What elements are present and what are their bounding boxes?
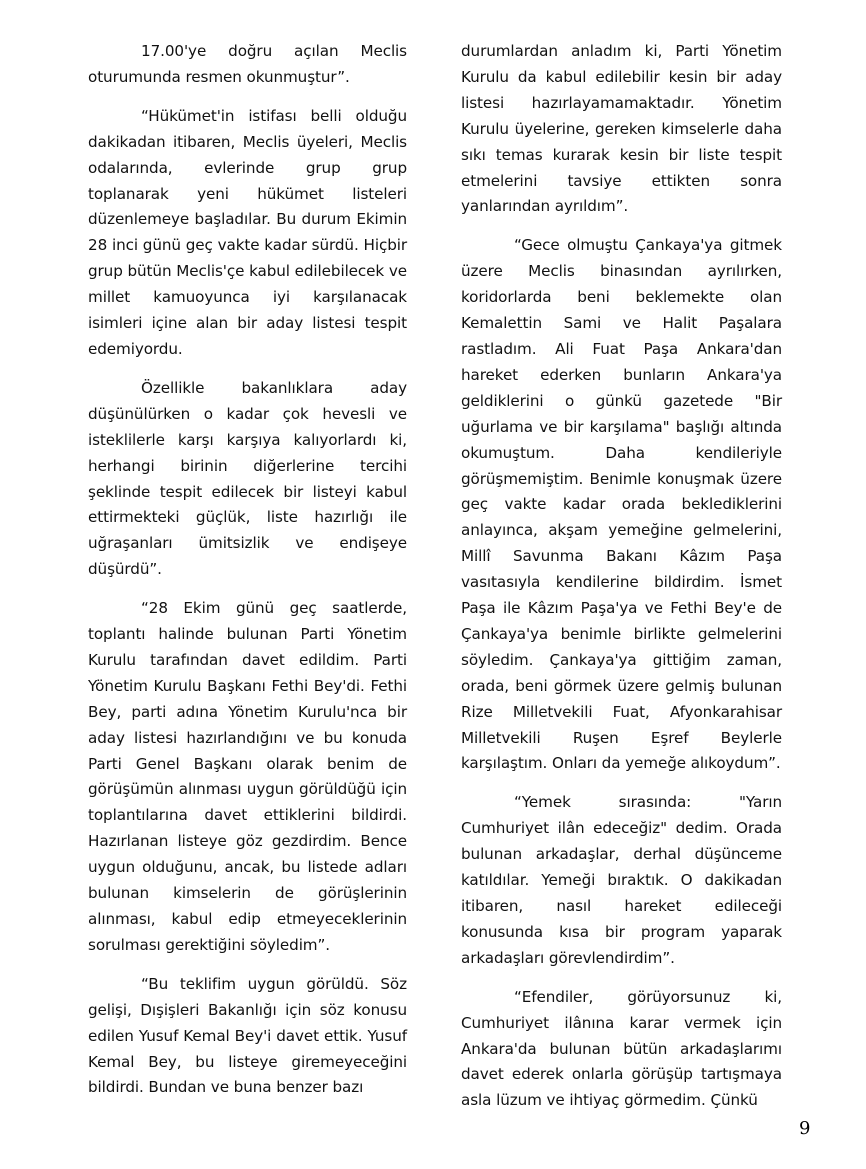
paragraph: “Yemek sırasında: "Yarın Cumhuriyet ilân edeceğiz" dedim. Orada bulunan arkadaşlar, derhal düşünceme katıldılar. Yemeği bıraktık. O dakikadan itibaren, nasıl hareket edileceği konusunda kısa bir program yaparak arkadaşları görevlendirdim”. (461, 793, 782, 967)
left-column (88, 39, 407, 1101)
paragraph: Özellikle bakanlıklara aday düşünülürken o kadar çok hevesli ve isteklilerle karşı karşıya kalıyorlardı ki, herhangi birinin diğerlerine tercihi şeklinde tespit edilecek bir listeyi kabul ettirmekteki güçlük, liste hazırlığı ile uğraşanları ümitsizlik ve endişeye düşürdü”. (88, 378, 407, 579)
paragraph: “Bu teklifim uygun görüldü. Söz gelişi, Dışişleri Bakanlığı için söz konusu edilen Yusuf Kemal Bey'i davet ettik. Yusuf Kemal Bey, bu listeye giremeyeceğini bildirdi. Bundan ve buna benzer bazı (88, 974, 407, 1097)
paragraph: 17.00'ye doğru açılan Meclis oturumunda resmen okunmuştur”. (88, 42, 407, 86)
paragraph: durumlardan anladım ki, Parti Yönetim Kurulu da kabul edilebilir kesin bir aday listesi hazırlayamamaktadır. Yönetim Kurulu üyelerine, gereken kimselerle daha sıkı temas kurarak kesin bir liste tespit etmelerini tavsiye ettikten sonra yanlarından ayrıldım”. (461, 42, 782, 216)
right-column (461, 39, 782, 1114)
paragraph: “28 Ekim günü geç saatlerde, toplantı halinde bulunan Parti Yönetim Kurulu tarafından davet edildim. Parti Yönetim Kurulu Başkanı Fethi Bey'di. Fethi Bey, parti adına Yönetim Kurulu'nca bir aday listesi hazırlandığını ve bu konuda Parti Genel Başkanı olarak benim de görüşümün alınması uygun görüldüğü için toplantılarına davet ettiklerini bildirdi. Hazırlanan listeye göz gezdirdim. Bence uygun olduğunu, ancak, bu listede adları bulunan kimselerin de görüşlerinin alınması, kabul edip etmeyeceklerinin sorulması gerektiğini söyledim”. (88, 599, 407, 954)
page-number: 9 (799, 1118, 811, 1139)
paragraph: “Hükümet'in istifası belli olduğu dakikadan itibaren, Meclis üyeleri, Meclis odalarında, evlerinde grup grup toplanarak yeni hükümet listeleri düzenlemeye başladılar. Bu durum Ekimin 28 inci günü geç vakte kadar sürdü. Hiçbir grup bütün Meclis'çe kabul edilebilecek ve millet kamuoyunca iyi karşılanacak isimleri içine alan bir aday listesi tespit edemiyordu. (88, 106, 407, 358)
paragraph: “Gece olmuştu Çankaya'ya gitmek üzere Meclis binasından ayrılırken, koridorlarda beni beklemekte olan Kemalettin Sami ve Halit Paşalara rastladım. Ali Fuat Paşa Ankara'dan hareket ederken bunların Ankara'ya geldiklerini o günkü gazetede "Bir uğurlama ve bir karşılama" başlığı altında okumuştum. Daha kendileriyle görüşmemiştim. Benimle konuşmak üzere geç vakte kadar orada beklediklerini anlayınca, akşam yemeğine gelmelerini, Millî Savunma Bakanı Kâzım Paşa vasıtasıyla kendilerine bildirdim. İsmet Paşa ile Kâzım Paşa'ya ve Fethi Bey'e de Çankaya'ya benimle birlikte gelmelerini söyledim. Çankaya'ya gittiğim zaman, orada, beni görmek üzere gelmiş bulunan Rize Milletvekili Fuat, Afyonkarahisar Milletvekili Ruşen Eşref Beylerle karşılaştım. Onları da yemeğe alıkoydum”. (461, 236, 782, 773)
paragraph: “Efendiler, görüyorsunuz ki, Cumhuriyet ilânına karar vermek için Ankara'da bulunan bütün arkadaşlarımı davet ederek onlarla görüşüp tartışmaya asla lüzum ve ihtiyaç görmedim. Çünkü (461, 987, 782, 1110)
